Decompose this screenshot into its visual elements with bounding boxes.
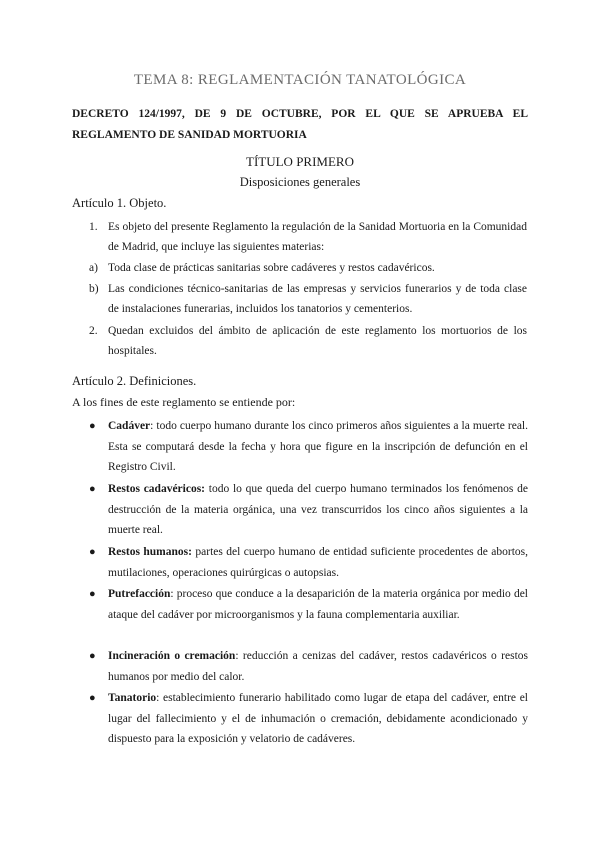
definition-text: : proceso que conduce a la desaparición de la materia orgánica por medio del ataque del cadáver por microorganismos y la fauna complementaria auxiliar. (108, 588, 528, 621)
definition-term: Incineración o cremación (108, 650, 236, 662)
definition-term: Restos humanos: (108, 546, 192, 558)
bullet-icon: ● (89, 483, 96, 495)
bullet-icon: ● (89, 588, 96, 600)
definition-text: todo lo que queda del cuerpo humano terminados los fenómenos de destrucción de la materia orgánica, una vez transcurridos los cinco años siguientes a la muerte real. (108, 483, 528, 536)
bullet-icon: ● (89, 692, 96, 704)
topic-heading: TEMA 8: REGLAMENTACIÓN TANATOLÓGICA (133, 72, 467, 88)
bullet-icon: ● (89, 546, 96, 558)
list-marker: 1. (89, 221, 98, 233)
article-2-intro: A los fines de este reglamento se entiende por: (72, 395, 296, 409)
definition-item (108, 416, 528, 478)
decree-title: DECRETO 124/1997, DE 9 DE OCTUBRE, POR EL QUE SE APRUEBA EL REGLAMENTO DE SANIDAD MORTUORIA (72, 108, 528, 141)
list-item: Quedan excluidos del ámbito de aplicación de este reglamento los mortuorios de los hospitales. (108, 325, 527, 357)
definition-item (108, 542, 528, 583)
definition-text: partes del cuerpo humano de entidad suficiente procedentes de abortos, mutilaciones, operaciones quirúrgicas o autopsias. (108, 546, 528, 579)
definition-item (108, 688, 528, 750)
definition-term: Cadáver (108, 420, 151, 432)
definition-term: Tanatorio (108, 692, 157, 704)
article-1-heading: Artículo 1. Objeto. (72, 196, 167, 210)
list-marker: a) (89, 262, 98, 274)
definition-item (108, 646, 528, 687)
definition-text: : reducción a cenizas del cadáver, restos cadavéricos o restos humanos por medio del calor. (108, 650, 528, 683)
title-subtitle: Disposiciones generales (239, 175, 361, 189)
list-item: Las condiciones técnico-sanitarias de las empresas y servicios funerarios y de toda clase de instalaciones funerarias, incluidos los tanatorios y cementerios. (108, 283, 527, 315)
definition-text: : todo cuerpo humano durante los cinco primeros años siguientes a la muerte real. Esta se computará desde la fecha y hora que figure en la inscripción de defunción en el Registro Civil. (108, 420, 528, 473)
definition-item (108, 584, 528, 625)
article-2-heading: Artículo 2. Definiciones. (72, 374, 197, 388)
definition-term: Putrefacción (108, 588, 171, 600)
definition-text: : establecimiento funerario habilitado como lugar de etapa del cadáver, entre el lugar del fallecimiento y el de inhumación o cremación, debidamente acondicionado y dispuesto para la exposición y velatorio de cadáveres. (108, 692, 528, 745)
list-item: Es objeto del presente Reglamento la regulación de la Sanidad Mortuoria en la Comunidad de Madrid, que incluye las siguientes materias: (108, 221, 527, 253)
bullet-icon: ● (89, 650, 96, 662)
list-item: Toda clase de prácticas sanitarias sobre cadáveres y restos cadavéricos. (108, 262, 435, 274)
list-marker: b) (89, 283, 99, 295)
definition-item (108, 479, 528, 541)
list-marker: 2. (89, 325, 98, 337)
bullet-icon: ● (89, 420, 96, 432)
title-main: TÍTULO PRIMERO (246, 154, 354, 169)
definition-term: Restos cadavéricos: (108, 483, 206, 495)
